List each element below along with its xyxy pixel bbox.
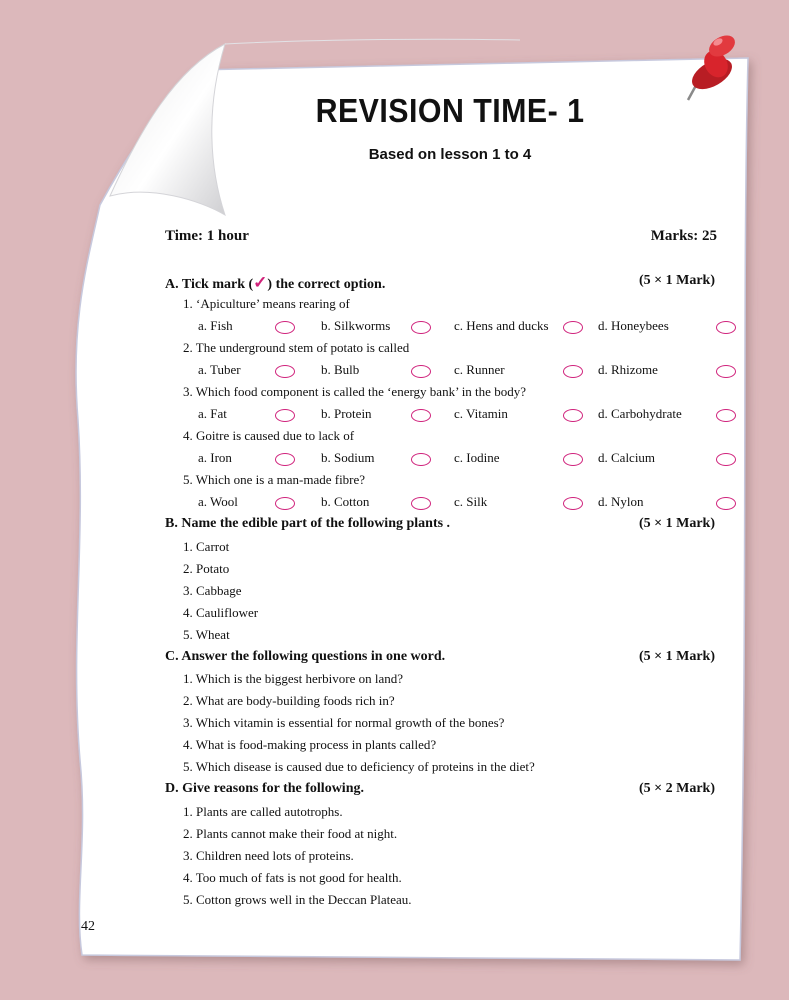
list-item: 2. What are body-building foods rich in? xyxy=(183,693,395,708)
question-text: 1. ‘Apiculture’ means rearing of xyxy=(183,296,350,311)
check-mark-icon: ✓ xyxy=(253,273,268,292)
option-label: b. Protein xyxy=(321,406,372,421)
option-label: a. Iron xyxy=(198,450,232,465)
option-label: b. Bulb xyxy=(321,362,360,377)
list-item: 1. Which is the biggest herbivore on land? xyxy=(183,671,403,686)
list-item: 4. Too much of fats is not good for health. xyxy=(183,870,402,885)
option-label: c. Iodine xyxy=(454,450,500,465)
section-b-marks: (5 × 1 Mark) xyxy=(638,516,715,531)
answer-oval[interactable] xyxy=(275,453,295,466)
section-a-marks: (5 × 1 Mark) xyxy=(638,273,715,288)
list-item: 4. What is food-making process in plants called? xyxy=(183,737,437,752)
section-b-title: B. Name the edible part of the following plants . xyxy=(165,516,451,531)
list-item: 2. Plants cannot make their food at night. xyxy=(183,826,398,841)
section-d-marks: (5 × 2 Mark) xyxy=(638,781,715,796)
answer-oval[interactable] xyxy=(411,321,431,334)
option-label: d. Nylon xyxy=(598,494,644,509)
list-item: 5. Cotton grows well in the Deccan Plateau. xyxy=(183,892,412,907)
answer-oval[interactable] xyxy=(411,365,431,378)
answer-oval[interactable] xyxy=(275,321,295,334)
question-text: 2. The underground stem of potato is called xyxy=(183,340,410,355)
option-label: d. Carbohydrate xyxy=(598,406,682,421)
list-item: 1. Carrot xyxy=(183,539,230,554)
list-item: 1. Plants are called autotrophs. xyxy=(183,804,343,819)
option-label: d. Rhizome xyxy=(598,362,658,377)
question-text: 4. Goitre is caused due to lack of xyxy=(183,428,355,443)
option-label: b. Sodium xyxy=(321,450,375,465)
answer-oval[interactable] xyxy=(563,497,583,510)
section-a-title: A. Tick mark (✓) the correct option. xyxy=(165,273,386,292)
option-label: c. Runner xyxy=(454,362,505,377)
option-label: b. Silkworms xyxy=(321,318,391,333)
list-item: 3. Children need lots of proteins. xyxy=(183,848,354,863)
list-item: 2. Potato xyxy=(183,561,230,576)
option-label: a. Tuber xyxy=(198,362,241,377)
page-title: REVISION TIME- 1 xyxy=(315,92,585,129)
option-label: c. Silk xyxy=(454,494,488,509)
option-label: c. Vitamin xyxy=(454,406,508,421)
answer-oval[interactable] xyxy=(716,453,736,466)
option-label: b. Cotton xyxy=(321,494,370,509)
question-text: 5. Which one is a man-made fibre? xyxy=(183,472,366,487)
list-item: 5. Which disease is caused due to deficiency of proteins in the diet? xyxy=(183,759,535,774)
option-label: c. Hens and ducks xyxy=(454,318,549,333)
answer-oval[interactable] xyxy=(716,409,736,422)
answer-oval[interactable] xyxy=(411,497,431,510)
page-number: 42 xyxy=(81,919,95,934)
answer-oval[interactable] xyxy=(275,365,295,378)
answer-oval[interactable] xyxy=(411,409,431,422)
answer-oval[interactable] xyxy=(563,365,583,378)
section-d-title: D. Give reasons for the following. xyxy=(165,781,364,796)
option-label: d. Honeybees xyxy=(598,318,669,333)
answer-oval[interactable] xyxy=(563,453,583,466)
answer-oval[interactable] xyxy=(563,321,583,334)
answer-oval[interactable] xyxy=(716,321,736,334)
time-label: Time: 1 hour xyxy=(165,228,249,244)
answer-oval[interactable] xyxy=(563,409,583,422)
question-text: 3. Which food component is called the ‘energy bank’ in the body? xyxy=(183,384,526,399)
answer-oval[interactable] xyxy=(716,497,736,510)
option-label: a. Wool xyxy=(198,494,238,509)
list-item: 3. Cabbage xyxy=(183,583,242,598)
answer-oval[interactable] xyxy=(716,365,736,378)
option-label: a. Fish xyxy=(198,318,233,333)
answer-oval[interactable] xyxy=(275,497,295,510)
option-label: d. Calcium xyxy=(598,450,656,465)
answer-oval[interactable] xyxy=(411,453,431,466)
option-label: a. Fat xyxy=(198,406,227,421)
answer-oval[interactable] xyxy=(275,409,295,422)
marks-label: Marks: 25 xyxy=(650,228,717,244)
section-c-marks: (5 × 1 Mark) xyxy=(638,649,715,664)
list-item: 5. Wheat xyxy=(183,627,230,642)
section-c-title: C. Answer the following questions in one word. xyxy=(165,649,446,664)
list-item: 4. Cauliflower xyxy=(183,605,259,620)
list-item: 3. Which vitamin is essential for normal growth of the bones? xyxy=(183,715,505,730)
page-subtitle: Based on lesson 1 to 4 xyxy=(368,146,532,163)
